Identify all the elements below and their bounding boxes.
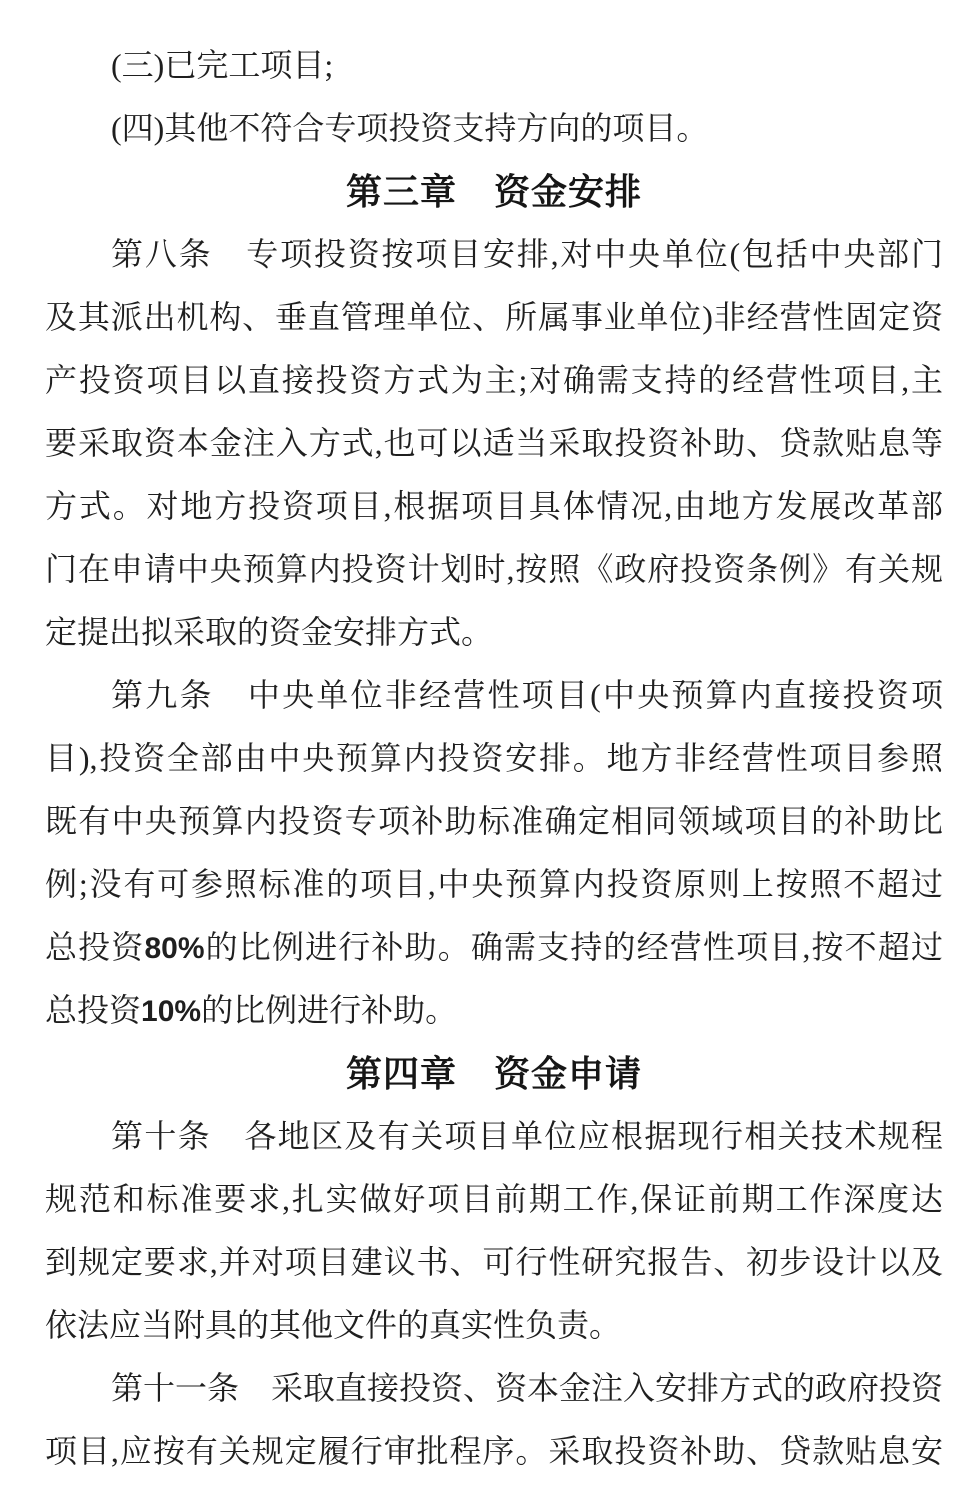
document-line <box>45 538 943 601</box>
text-segment: (三)已完工项目; <box>111 47 334 83</box>
text-segment: 第四章 资金申请 <box>345 1053 642 1094</box>
percentage-value: 80% <box>144 932 205 965</box>
text-segment: 的比例进行补助。 <box>201 992 458 1028</box>
text-segment: 要采取资本金注入方式,也可以适当采取投资补助、贷款贴息等 <box>45 425 943 461</box>
document-line <box>45 1231 943 1294</box>
document-line <box>45 475 943 538</box>
document-line <box>45 223 943 286</box>
document-line <box>45 412 943 475</box>
document-line <box>45 727 943 790</box>
text-segment: 门在申请中央预算内投资计划时,按照《政府投资条例》有关规 <box>45 551 943 587</box>
document-line <box>45 1168 943 1231</box>
text-segment: 第九条 中央单位非经营性项目(中央预算内直接投资项 <box>111 677 943 713</box>
document-line <box>45 349 943 412</box>
text-segment: 项目,应按有关规定履行审批程序。采取投资补助、贷款贴息安 <box>45 1433 943 1469</box>
text-segment: 目),投资全部由中央预算内投资安排。地方非经营性项目参照 <box>45 740 943 776</box>
text-segment: 依法应当附具的其他文件的真实性负责。 <box>45 1307 622 1343</box>
text-segment: 定提出拟采取的资金安排方式。 <box>45 614 494 650</box>
text-segment: 既有中央预算内投资专项补助标准确定相同领域项目的补助比 <box>45 803 943 839</box>
text-segment: 第十一条 采取直接投资、资本金注入安排方式的政府投资 <box>111 1370 943 1406</box>
document-line <box>45 916 943 979</box>
document-line <box>45 1294 943 1357</box>
chapter-heading <box>45 1042 943 1105</box>
chapter-heading <box>45 160 943 223</box>
document-line <box>45 1420 943 1483</box>
document-line <box>45 790 943 853</box>
text-segment: 第十条 各地区及有关项目单位应根据现行相关技术规程 <box>111 1118 943 1154</box>
text-segment: 产投资项目以直接投资方式为主;对确需支持的经营性项目,主 <box>45 362 943 398</box>
text-segment: 的比例进行补助。确需支持的经营性项目,按不超过 <box>204 929 943 965</box>
document-line <box>45 664 943 727</box>
document-line <box>45 34 943 97</box>
text-segment: 例;没有可参照标准的项目,中央预算内投资原则上按照不超过 <box>45 866 943 902</box>
text-segment: 方式。对地方投资项目,根据项目具体情况,由地方发展改革部 <box>45 488 943 524</box>
text-segment: 到规定要求,并对项目建议书、可行性研究报告、初步设计以及 <box>45 1244 943 1280</box>
document-line <box>45 286 943 349</box>
text-segment: (四)其他不符合专项投资支持方向的项目。 <box>111 110 709 146</box>
document-line <box>45 853 943 916</box>
text-segment: 总投资 <box>45 992 142 1028</box>
document-line <box>45 1105 943 1168</box>
document-lines <box>45 34 943 1483</box>
text-segment: 规范和标准要求,扎实做好项目前期工作,保证前期工作深度达 <box>45 1181 943 1217</box>
document-line <box>45 1357 943 1420</box>
document-line <box>45 979 943 1042</box>
text-segment: 总投资 <box>45 929 145 965</box>
text-segment: 及其派出机构、垂直管理单位、所属事业单位)非经营性固定资 <box>45 299 943 335</box>
document-line <box>45 97 943 160</box>
text-segment: 第八条 专项投资按项目安排,对中央单位(包括中央部门 <box>111 236 943 272</box>
text-segment: 第三章 资金安排 <box>345 171 642 212</box>
document-line <box>45 601 943 664</box>
percentage-value: 10% <box>141 995 202 1028</box>
